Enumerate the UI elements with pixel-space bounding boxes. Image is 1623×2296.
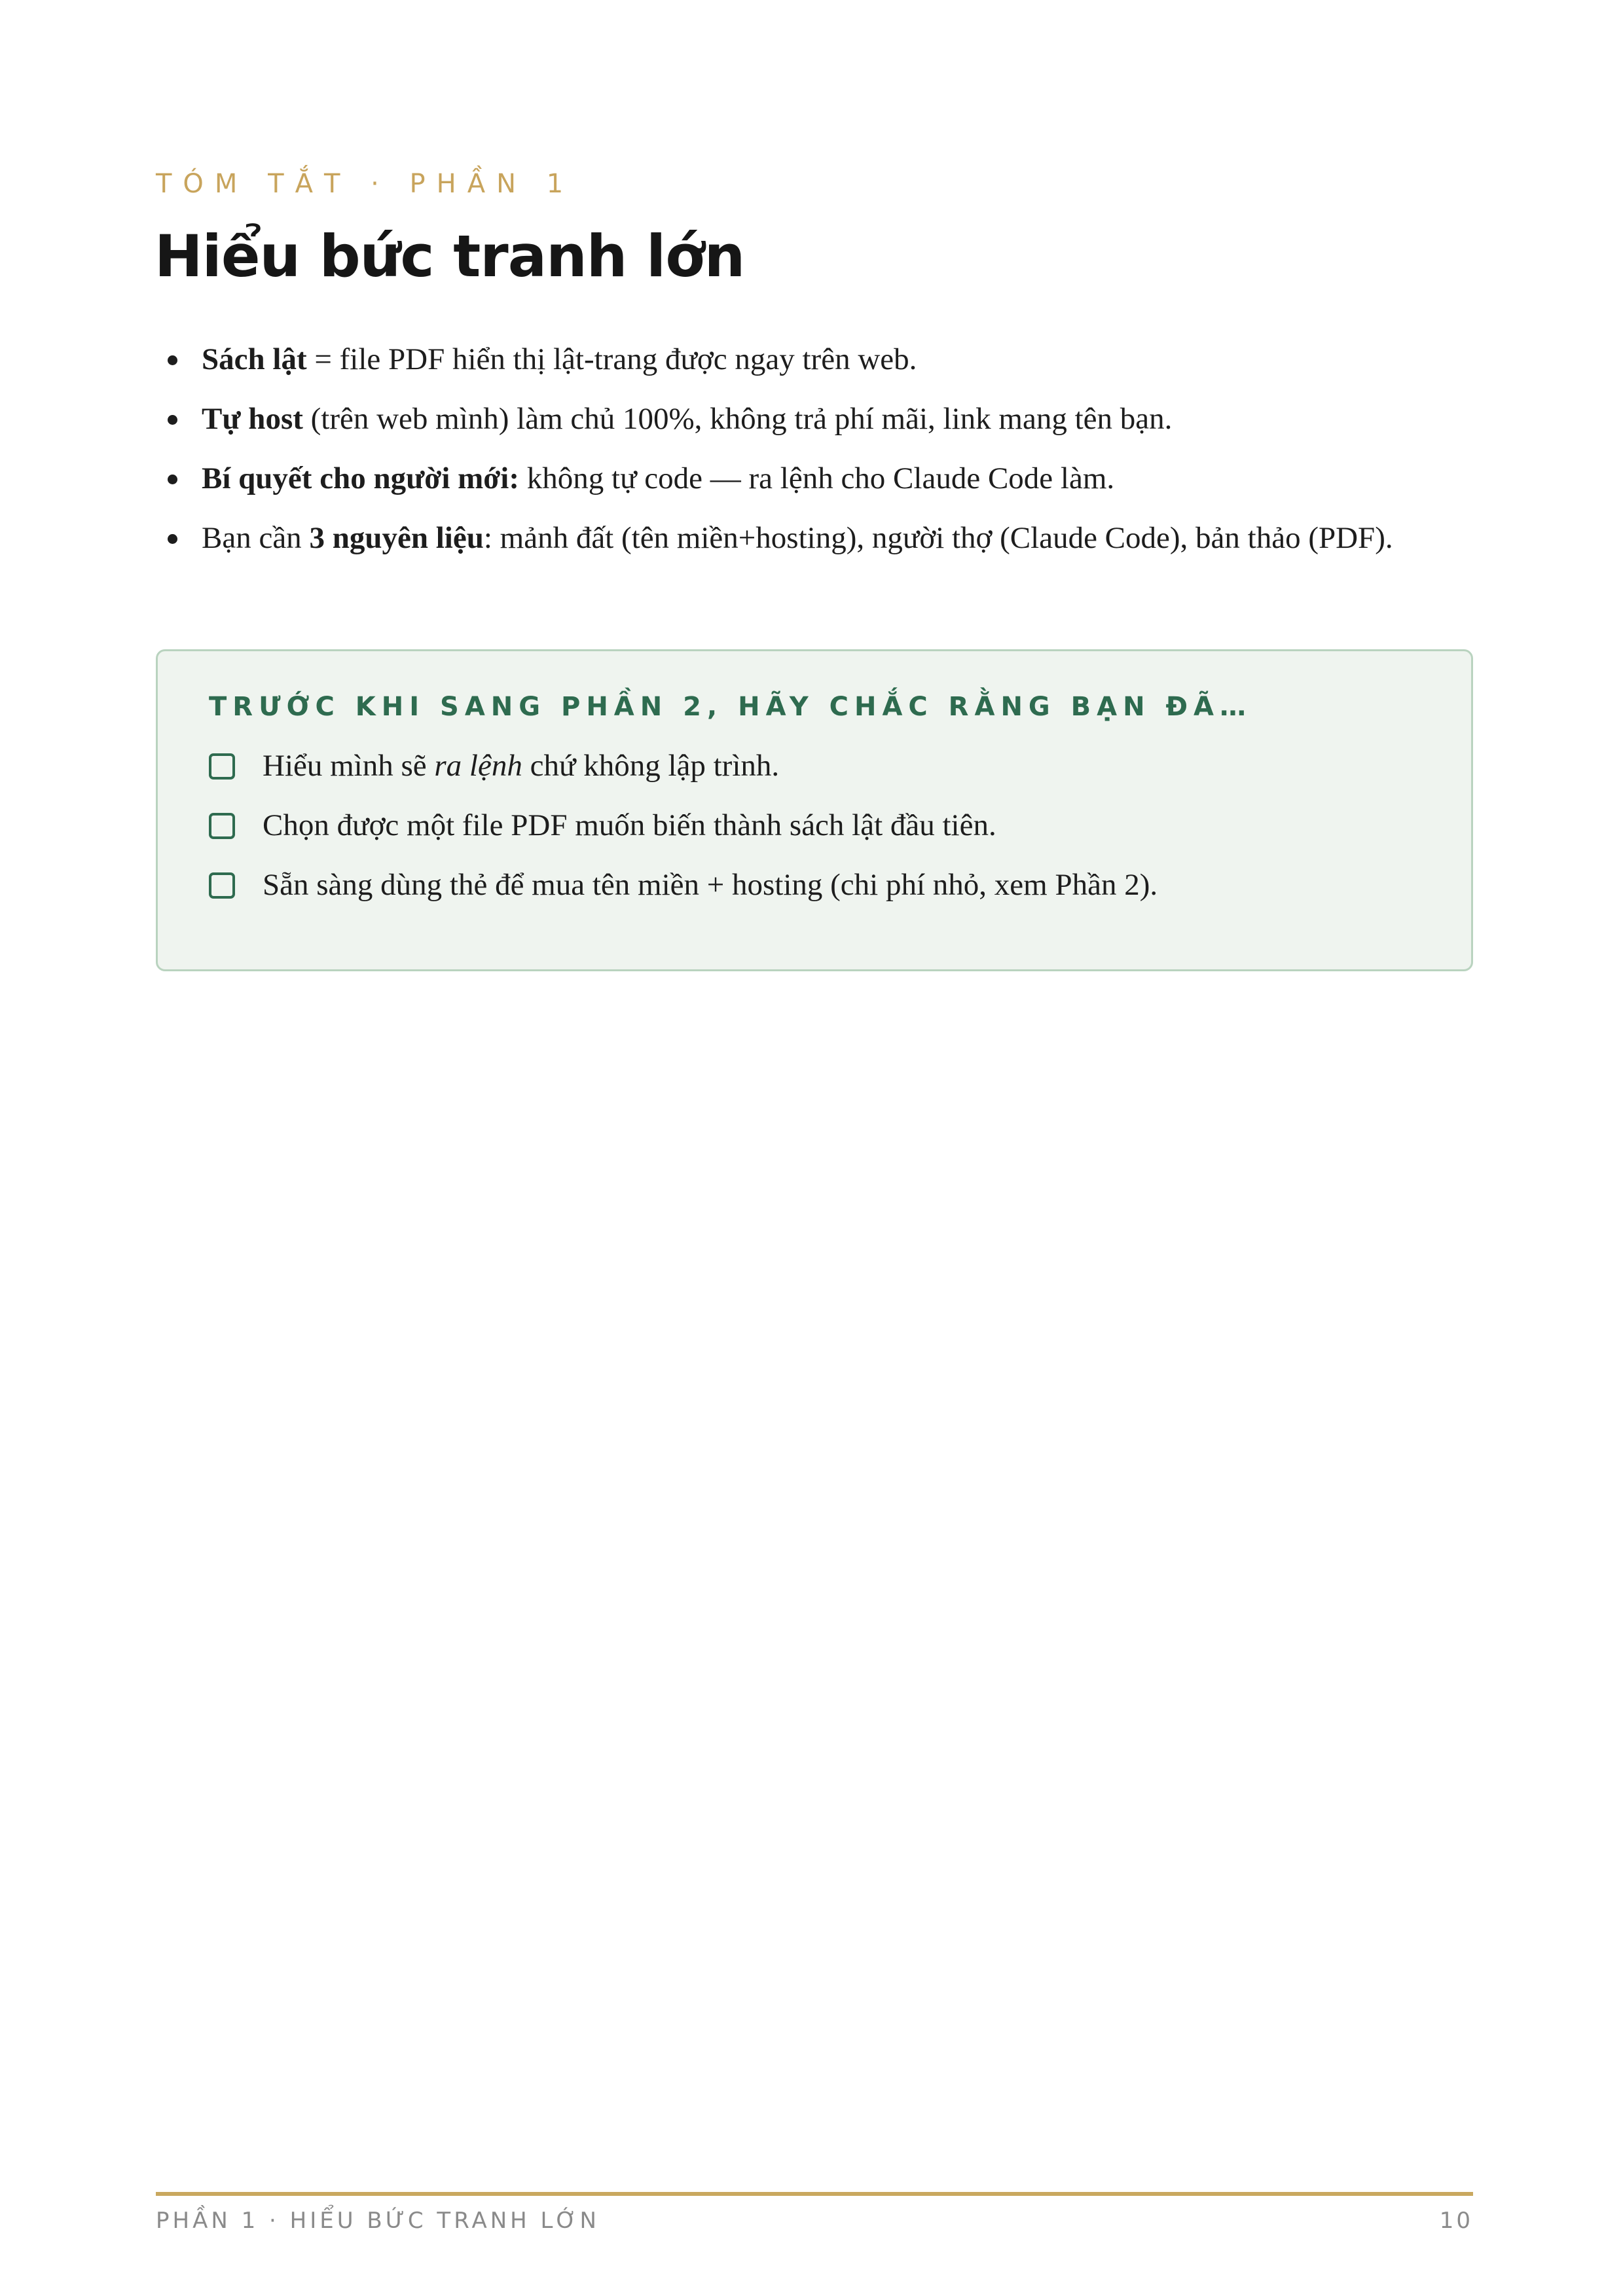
bullet-icon <box>168 415 177 425</box>
page-title: Hiểu bức tranh lớn <box>155 223 745 290</box>
checkbox-icon[interactable] <box>209 813 235 839</box>
footer-divider <box>156 2192 1473 2196</box>
summary-item-prefix: Bạn cần <box>202 521 310 555</box>
summary-item-term: 3 nguyên liệu <box>309 521 484 555</box>
summary-item-term: Bí quyết cho người mới: <box>202 461 520 495</box>
footer-section-label: PHẦN 1 · HIỂU BỨC TRANH LỚN <box>156 2208 600 2234</box>
summary-item <box>156 396 1478 442</box>
checklist <box>209 743 1158 922</box>
summary-item <box>156 456 1478 501</box>
checklist-item-suffix: chứ không lập trình. <box>522 749 780 783</box>
summary-list <box>156 336 1478 575</box>
checkbox-icon[interactable] <box>209 753 235 780</box>
checkbox-icon[interactable] <box>209 872 235 899</box>
summary-item-text: : mảnh đất (tên miền+hosting), người thợ (Claude Code), bản thảo (PDF). <box>483 521 1393 555</box>
summary-item-term: Sách lật <box>202 342 307 376</box>
checklist-item <box>209 862 1158 922</box>
summary-item <box>156 515 1478 561</box>
checklist-item-emphasis: ra lệnh <box>434 749 522 783</box>
summary-item-text: (trên web mình) làm chủ 100%, không trả phí mãi, link mang tên bạn. <box>302 402 1173 436</box>
summary-item <box>156 336 1478 382</box>
checklist-heading: TRƯỚC KHI SANG PHẦN 2, HÃY CHẮC RẰNG BẠN ĐÃ… <box>209 692 1252 722</box>
bullet-icon <box>168 355 177 365</box>
summary-item-text: không tự code — ra lệnh cho Claude Code làm. <box>519 461 1115 495</box>
summary-item-term: Tự host <box>202 402 303 436</box>
bullet-icon <box>168 534 177 544</box>
summary-item-text: = file PDF hiển thị lật-trang được ngay trên web. <box>306 342 917 376</box>
section-eyebrow: TÓM TẮT · PHẦN 1 <box>156 169 575 199</box>
checklist-item-prefix: Hiểu mình sẽ <box>263 749 435 783</box>
bullet-icon <box>168 475 177 484</box>
checklist-panel <box>156 649 1473 971</box>
page-number: 10 <box>1439 2208 1473 2234</box>
checklist-item <box>209 743 1158 802</box>
checklist-item-text: Sẵn sàng dùng thẻ để mua tên miền + hosting (chi phí nhỏ, xem Phần 2). <box>263 868 1158 902</box>
checklist-item <box>209 802 1158 862</box>
checklist-item-text: Chọn được một file PDF muốn biến thành sách lật đầu tiên. <box>263 808 996 842</box>
